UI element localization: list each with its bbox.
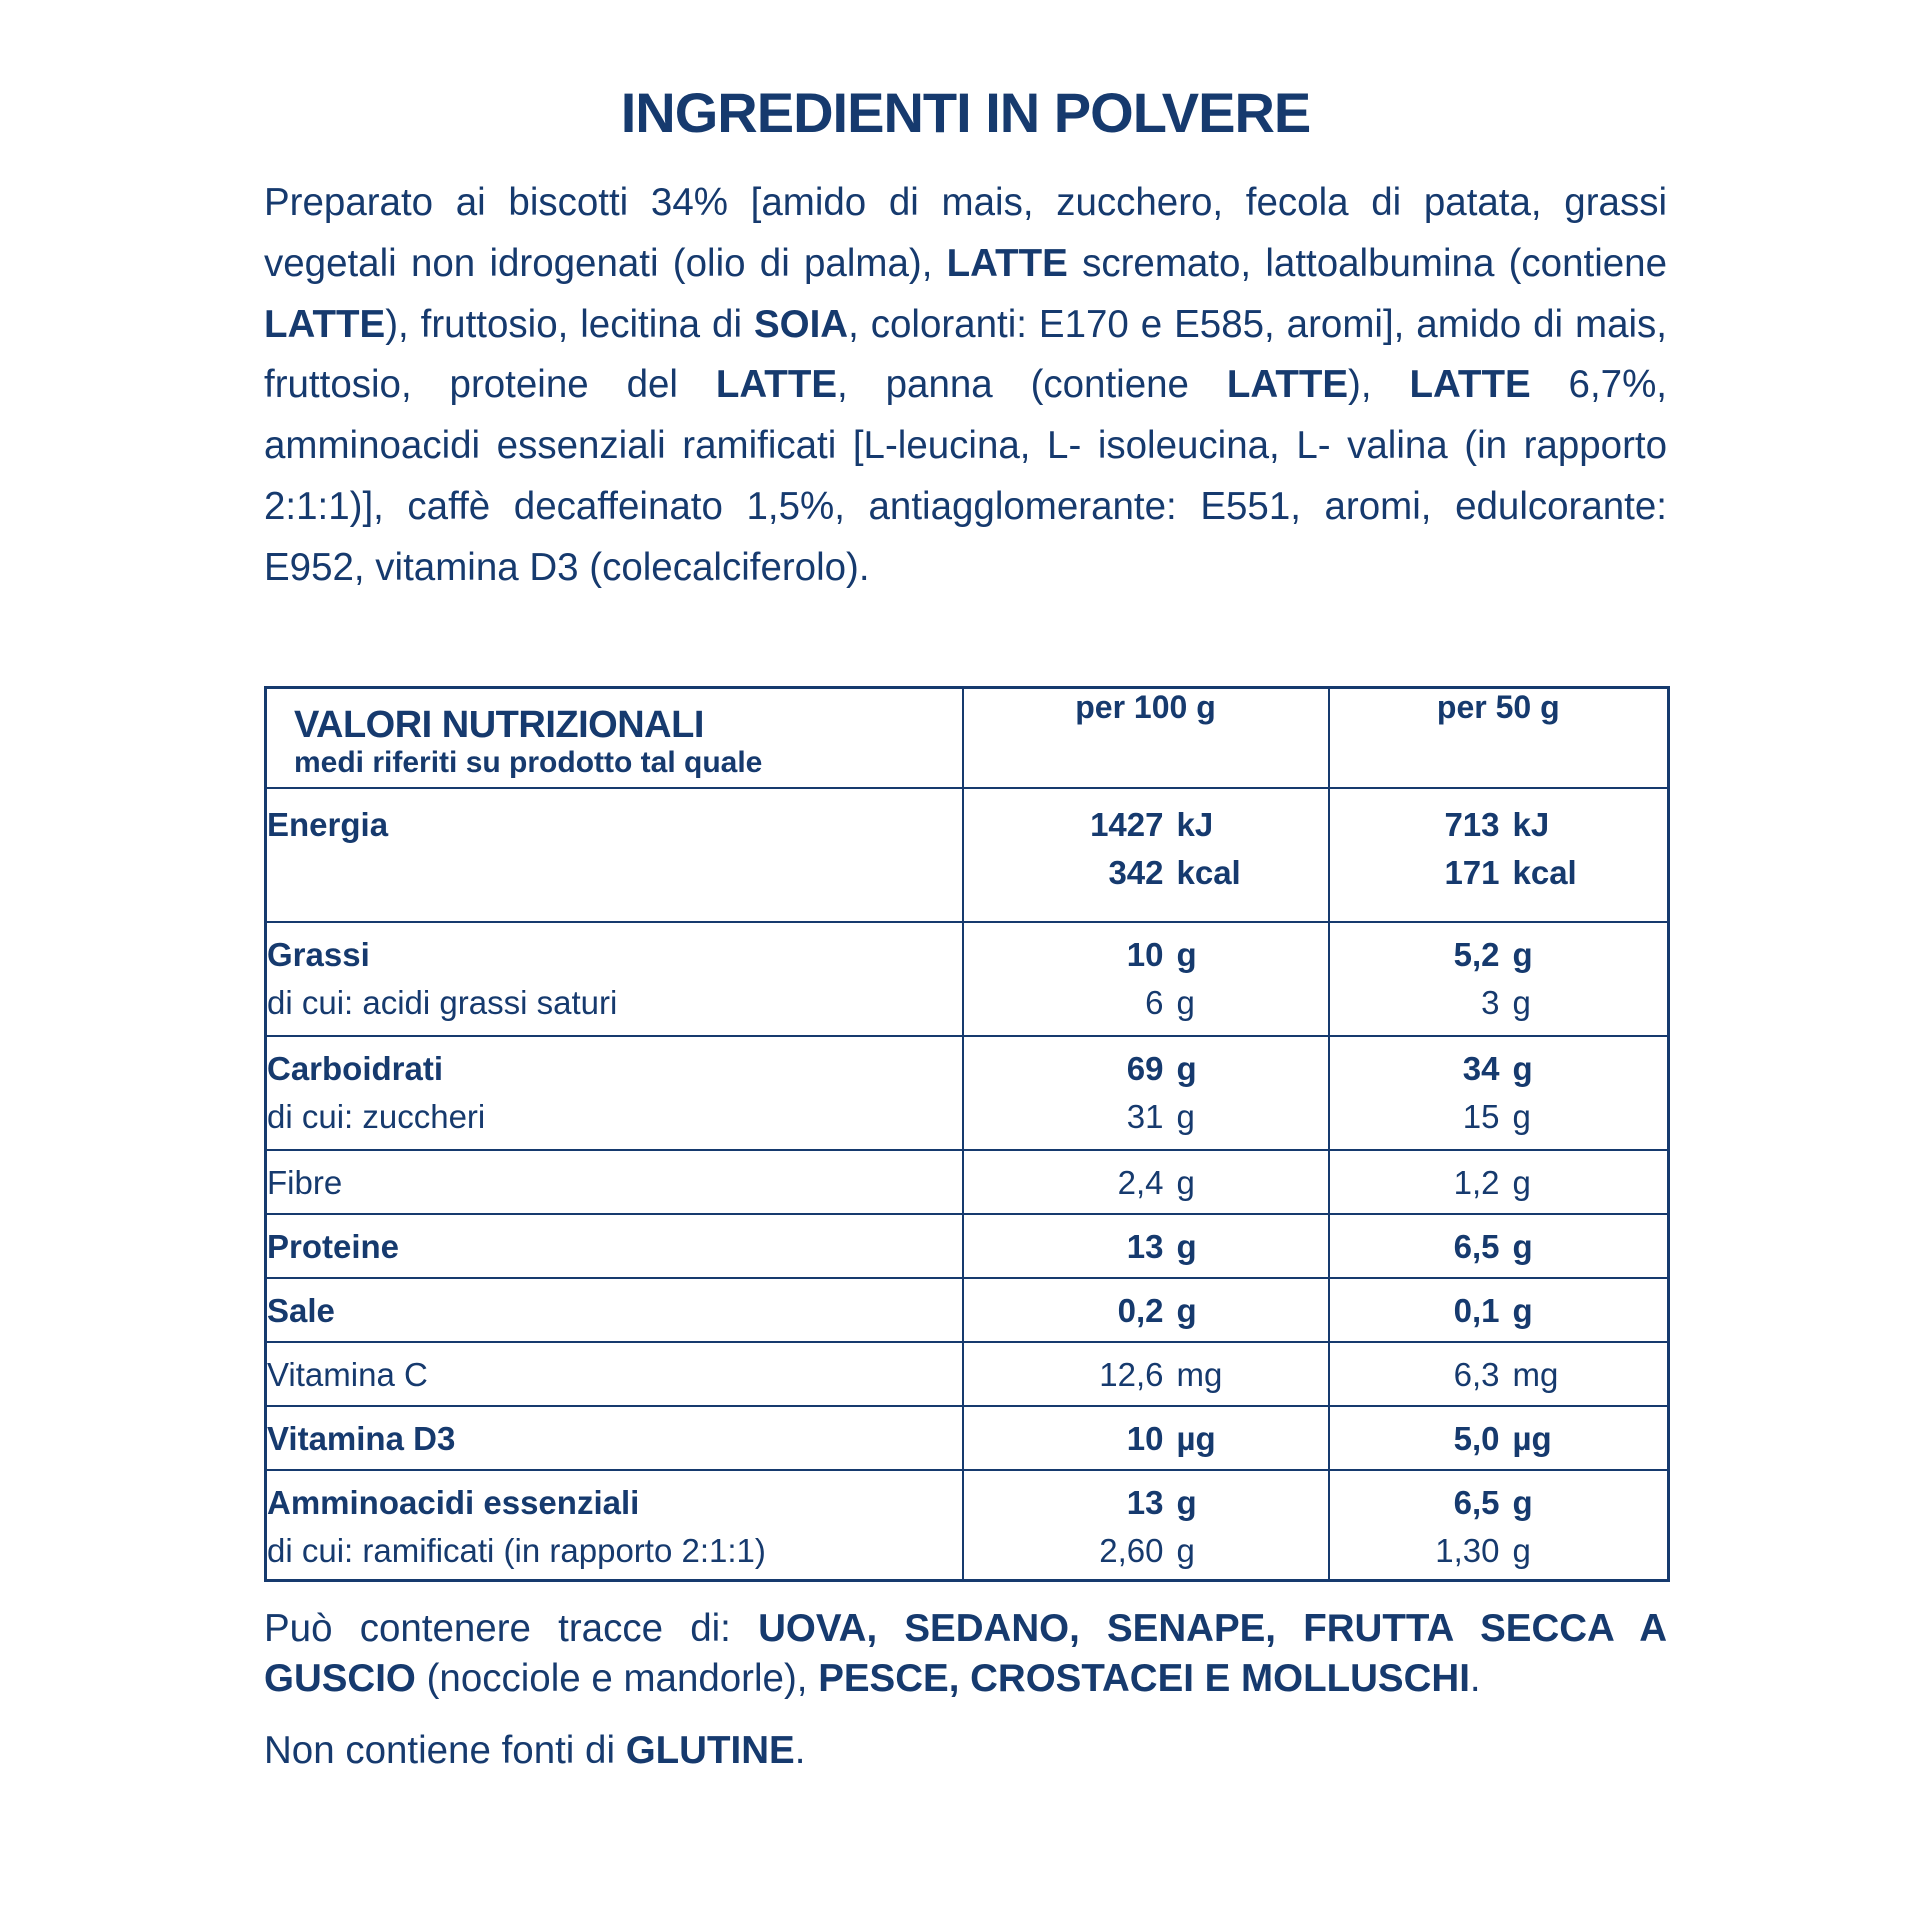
table-body: [266, 788, 1669, 1581]
value-line: [964, 931, 1328, 979]
value-line: [964, 1223, 1328, 1271]
value-unit-100g: g: [1176, 1531, 1195, 1569]
value-line: [964, 801, 1328, 849]
nutrient-name: Sale: [267, 1291, 335, 1329]
ingredients-text: [264, 173, 1667, 599]
value-number-100g: 13: [1126, 1227, 1164, 1265]
table-row-energia: [266, 788, 1669, 922]
value-per-100g-cell: [963, 1278, 1329, 1342]
value-number-100g: 1427: [1090, 805, 1164, 843]
value-per-100g-cell: [963, 1214, 1329, 1278]
value-per-100g-cell: [963, 1470, 1329, 1581]
nutrient-name: Amminoacidi essenziali: [267, 1483, 640, 1521]
text-segment: ),: [1348, 363, 1410, 407]
value-number-100g: 2,4: [1117, 1163, 1164, 1201]
value-line: [1330, 1045, 1668, 1093]
text-segment: Può contenere tracce di:: [264, 1606, 759, 1650]
value-unit-50g: g: [1512, 1291, 1533, 1329]
nutrient-subname: Fibre: [267, 1163, 343, 1201]
nutrient-subname: di cui: ramificati (in rapporto 2:1:1): [267, 1531, 766, 1569]
value-line: [1330, 1415, 1668, 1463]
value-unit-50g: g: [1512, 1049, 1533, 1087]
value-unit-100g: g: [1176, 1163, 1195, 1201]
value-unit-50g: g: [1512, 1097, 1531, 1135]
value-per-100g-cell: [963, 1036, 1329, 1150]
page-title: INGREDIENTI IN POLVERE: [620, 81, 1311, 144]
value-line: [1330, 1527, 1668, 1575]
value-unit-50g: kJ: [1512, 805, 1550, 843]
nutrient-name: Proteine: [267, 1227, 400, 1265]
table-row-sale: [266, 1278, 1669, 1342]
value-unit-100g: g: [1176, 935, 1197, 973]
value-number-50g: 6,5: [1453, 1227, 1500, 1265]
emphasis-text: GLUTINE: [625, 1728, 795, 1772]
emphasis-text: PESCE, CROSTACEI E MOLLUSCHI: [818, 1656, 1470, 1700]
value-number-100g: 69: [1126, 1049, 1164, 1087]
value-number-50g: 171: [1444, 853, 1500, 891]
nutrient-label-cell: [266, 922, 963, 1036]
value-per-50g-cell: [1329, 1278, 1669, 1342]
value-number-100g: 0,2: [1117, 1291, 1164, 1329]
table-subtitle: medi riferiti su prodotto tal quale: [294, 745, 763, 779]
value-unit-100g: g: [1176, 1483, 1197, 1521]
value-per-50g-cell: [1329, 788, 1669, 922]
value-per-100g-cell: [963, 922, 1329, 1036]
value-number-50g: 0,1: [1453, 1291, 1500, 1329]
value-line: [1330, 1159, 1668, 1207]
value-line: [1330, 1479, 1668, 1527]
nutrition-table: [264, 686, 1670, 1582]
nutrient-label-cell: [266, 1036, 963, 1150]
table-row-vitamina-d3: [266, 1406, 1669, 1470]
nutrient-name: Energia: [267, 805, 389, 843]
emphasis-text: LATTE: [715, 363, 838, 407]
text-segment: ), fruttosio, lecitina di: [385, 302, 754, 346]
value-line: [1330, 1223, 1668, 1271]
table-row-grassi: [266, 922, 1669, 1036]
text-segment: (nocciole e mandorle),: [415, 1656, 819, 1700]
value-number-100g: 2,60: [1099, 1531, 1164, 1569]
value-line: [1330, 1351, 1668, 1399]
value-number-100g: 12,6: [1099, 1355, 1164, 1393]
table-header-row: [266, 687, 1669, 788]
text-segment: Preparato ai biscotti 34% [amido di mais, zucchero, fecola di patata, grassi vegetali non idrogenati (olio di palma),: [264, 181, 1667, 285]
value-number-100g: 31: [1126, 1097, 1164, 1135]
emphasis-text: LATTE: [1226, 363, 1349, 407]
value-number-50g: 1,2: [1453, 1163, 1500, 1201]
nutrient-name: Vitamina D3: [267, 1419, 456, 1457]
value-number-50g: 15: [1462, 1097, 1500, 1135]
value-line: [1330, 979, 1668, 1027]
value-unit-100g: g: [1176, 1291, 1197, 1329]
table-row-carboidrati: [266, 1036, 1669, 1150]
value-number-50g: 1,30: [1435, 1531, 1500, 1569]
emphasis-text: UOVA, SEDANO, SENAPE, FRUTTA SECCA A GUSCIO: [264, 1606, 1667, 1700]
value-per-100g-cell: [963, 1342, 1329, 1406]
value-per-50g-cell: [1329, 1214, 1669, 1278]
value-unit-50g: mg: [1512, 1355, 1559, 1393]
value-line: [1330, 849, 1668, 897]
column-header-per-50g: per 50 g: [1329, 687, 1669, 788]
value-unit-100g: g: [1176, 1049, 1197, 1087]
value-number-50g: 34: [1462, 1049, 1500, 1087]
value-number-50g: 6,3: [1453, 1355, 1500, 1393]
value-unit-100g: kcal: [1176, 853, 1241, 891]
nutrient-label-cell: [266, 1278, 963, 1342]
nutrient-label-cell: [266, 1406, 963, 1470]
value-unit-100g: mg: [1176, 1355, 1223, 1393]
text-segment: 6,7%, amminoacidi essenziali ramificati [L-leucina, L- isoleucina, L- valina (in rapporto 2:1:1)], caffè decaffeinato 1,5%, antiagglomerante: E551, aromi, edulcorante: E952, vitamina D3 (colecalciferolo).: [264, 363, 1667, 589]
nutrient-name: Carboidrati: [267, 1049, 444, 1087]
value-line: [964, 1527, 1328, 1575]
value-line: [964, 1415, 1328, 1463]
emphasis-text: LATTE: [264, 302, 386, 346]
value-unit-100g: kJ: [1176, 805, 1214, 843]
value-per-100g-cell: [963, 1406, 1329, 1470]
value-line: [964, 1351, 1328, 1399]
value-unit-100g: g: [1176, 1097, 1195, 1135]
nutrition-label: [264, 78, 1667, 1776]
value-unit-50g: g: [1512, 1531, 1531, 1569]
value-per-100g-cell: [963, 1150, 1329, 1214]
value-line: [1330, 931, 1668, 979]
emphasis-text: SOIA: [753, 302, 849, 346]
value-per-50g-cell: [1329, 1036, 1669, 1150]
value-per-50g-cell: [1329, 1406, 1669, 1470]
value-unit-100g: g: [1176, 1227, 1197, 1265]
value-number-100g: 13: [1126, 1483, 1164, 1521]
value-per-50g-cell: [1329, 1470, 1669, 1581]
table-title: VALORI NUTRIZIONALI: [294, 703, 704, 746]
nutrient-label-cell: [266, 1150, 963, 1214]
value-number-100g: 342: [1108, 853, 1164, 891]
text-segment: Non contiene fonti di: [264, 1728, 626, 1772]
value-number-50g: 6,5: [1453, 1483, 1500, 1521]
table-row-amminoacidi: [266, 1470, 1669, 1581]
table-header-label-cell: [266, 687, 963, 788]
value-line: [964, 1287, 1328, 1335]
value-line: [964, 1479, 1328, 1527]
value-line: [964, 1159, 1328, 1207]
value-unit-50g: g: [1512, 1163, 1531, 1201]
value-per-50g-cell: [1329, 1342, 1669, 1406]
value-per-50g-cell: [1329, 922, 1669, 1036]
value-unit-50g: g: [1512, 1483, 1533, 1521]
nutrient-subname: di cui: zuccheri: [267, 1097, 486, 1135]
value-number-100g: 6: [1145, 983, 1164, 1021]
value-line: [1330, 1093, 1668, 1141]
value-number-50g: 5,0: [1453, 1419, 1500, 1457]
emphasis-text: LATTE: [946, 241, 1068, 285]
table-row-fibre: [266, 1150, 1669, 1214]
nutrient-subname: Vitamina C: [267, 1355, 428, 1393]
text-segment: scremato, lattoalbumina (contiene: [1067, 241, 1667, 285]
traces-note: [264, 1604, 1667, 1704]
value-line: [964, 1045, 1328, 1093]
value-unit-100g: µg: [1176, 1419, 1216, 1457]
nutrient-label-cell: [266, 1342, 963, 1406]
nutrient-name: [267, 849, 962, 897]
value-unit-50g: g: [1512, 1227, 1533, 1265]
value-line: [1330, 1287, 1668, 1335]
value-unit-50g: kcal: [1512, 853, 1577, 891]
value-number-50g: 3: [1481, 983, 1500, 1021]
value-per-100g-cell: [963, 788, 1329, 922]
text-segment: , coloranti: E170 e E585, aromi], amido di mais, fruttosio, proteine del: [264, 302, 1667, 407]
nutrient-label-cell: [266, 788, 963, 922]
value-line: [964, 979, 1328, 1027]
column-header-per-100g: per 100 g: [963, 687, 1329, 788]
text-segment: , panna (contiene: [837, 363, 1227, 407]
allergen-notes: [264, 1604, 1667, 1776]
table-row-vitamina-c: [266, 1342, 1669, 1406]
value-unit-50g: g: [1512, 983, 1531, 1021]
nutrient-name: Grassi: [267, 935, 370, 973]
emphasis-text: LATTE: [1409, 363, 1531, 407]
value-number-50g: 713: [1444, 805, 1500, 843]
value-unit-50g: g: [1512, 935, 1533, 973]
value-number-50g: 5,2: [1453, 935, 1500, 973]
value-line: [1330, 801, 1668, 849]
nutrient-subname: di cui: acidi grassi saturi: [267, 983, 618, 1021]
table-row-proteine: [266, 1214, 1669, 1278]
value-per-50g-cell: [1329, 1150, 1669, 1214]
text-segment: .: [794, 1728, 806, 1772]
value-unit-50g: µg: [1512, 1419, 1552, 1457]
gluten-note: [264, 1726, 1667, 1776]
value-number-100g: 10: [1126, 935, 1164, 973]
value-line: [964, 849, 1328, 897]
value-number-100g: 10: [1126, 1419, 1164, 1457]
nutrient-label-cell: [266, 1214, 963, 1278]
value-line: [964, 1093, 1328, 1141]
nutrient-label-cell: [266, 1470, 963, 1581]
value-unit-100g: g: [1176, 983, 1195, 1021]
text-segment: .: [1469, 1656, 1481, 1700]
